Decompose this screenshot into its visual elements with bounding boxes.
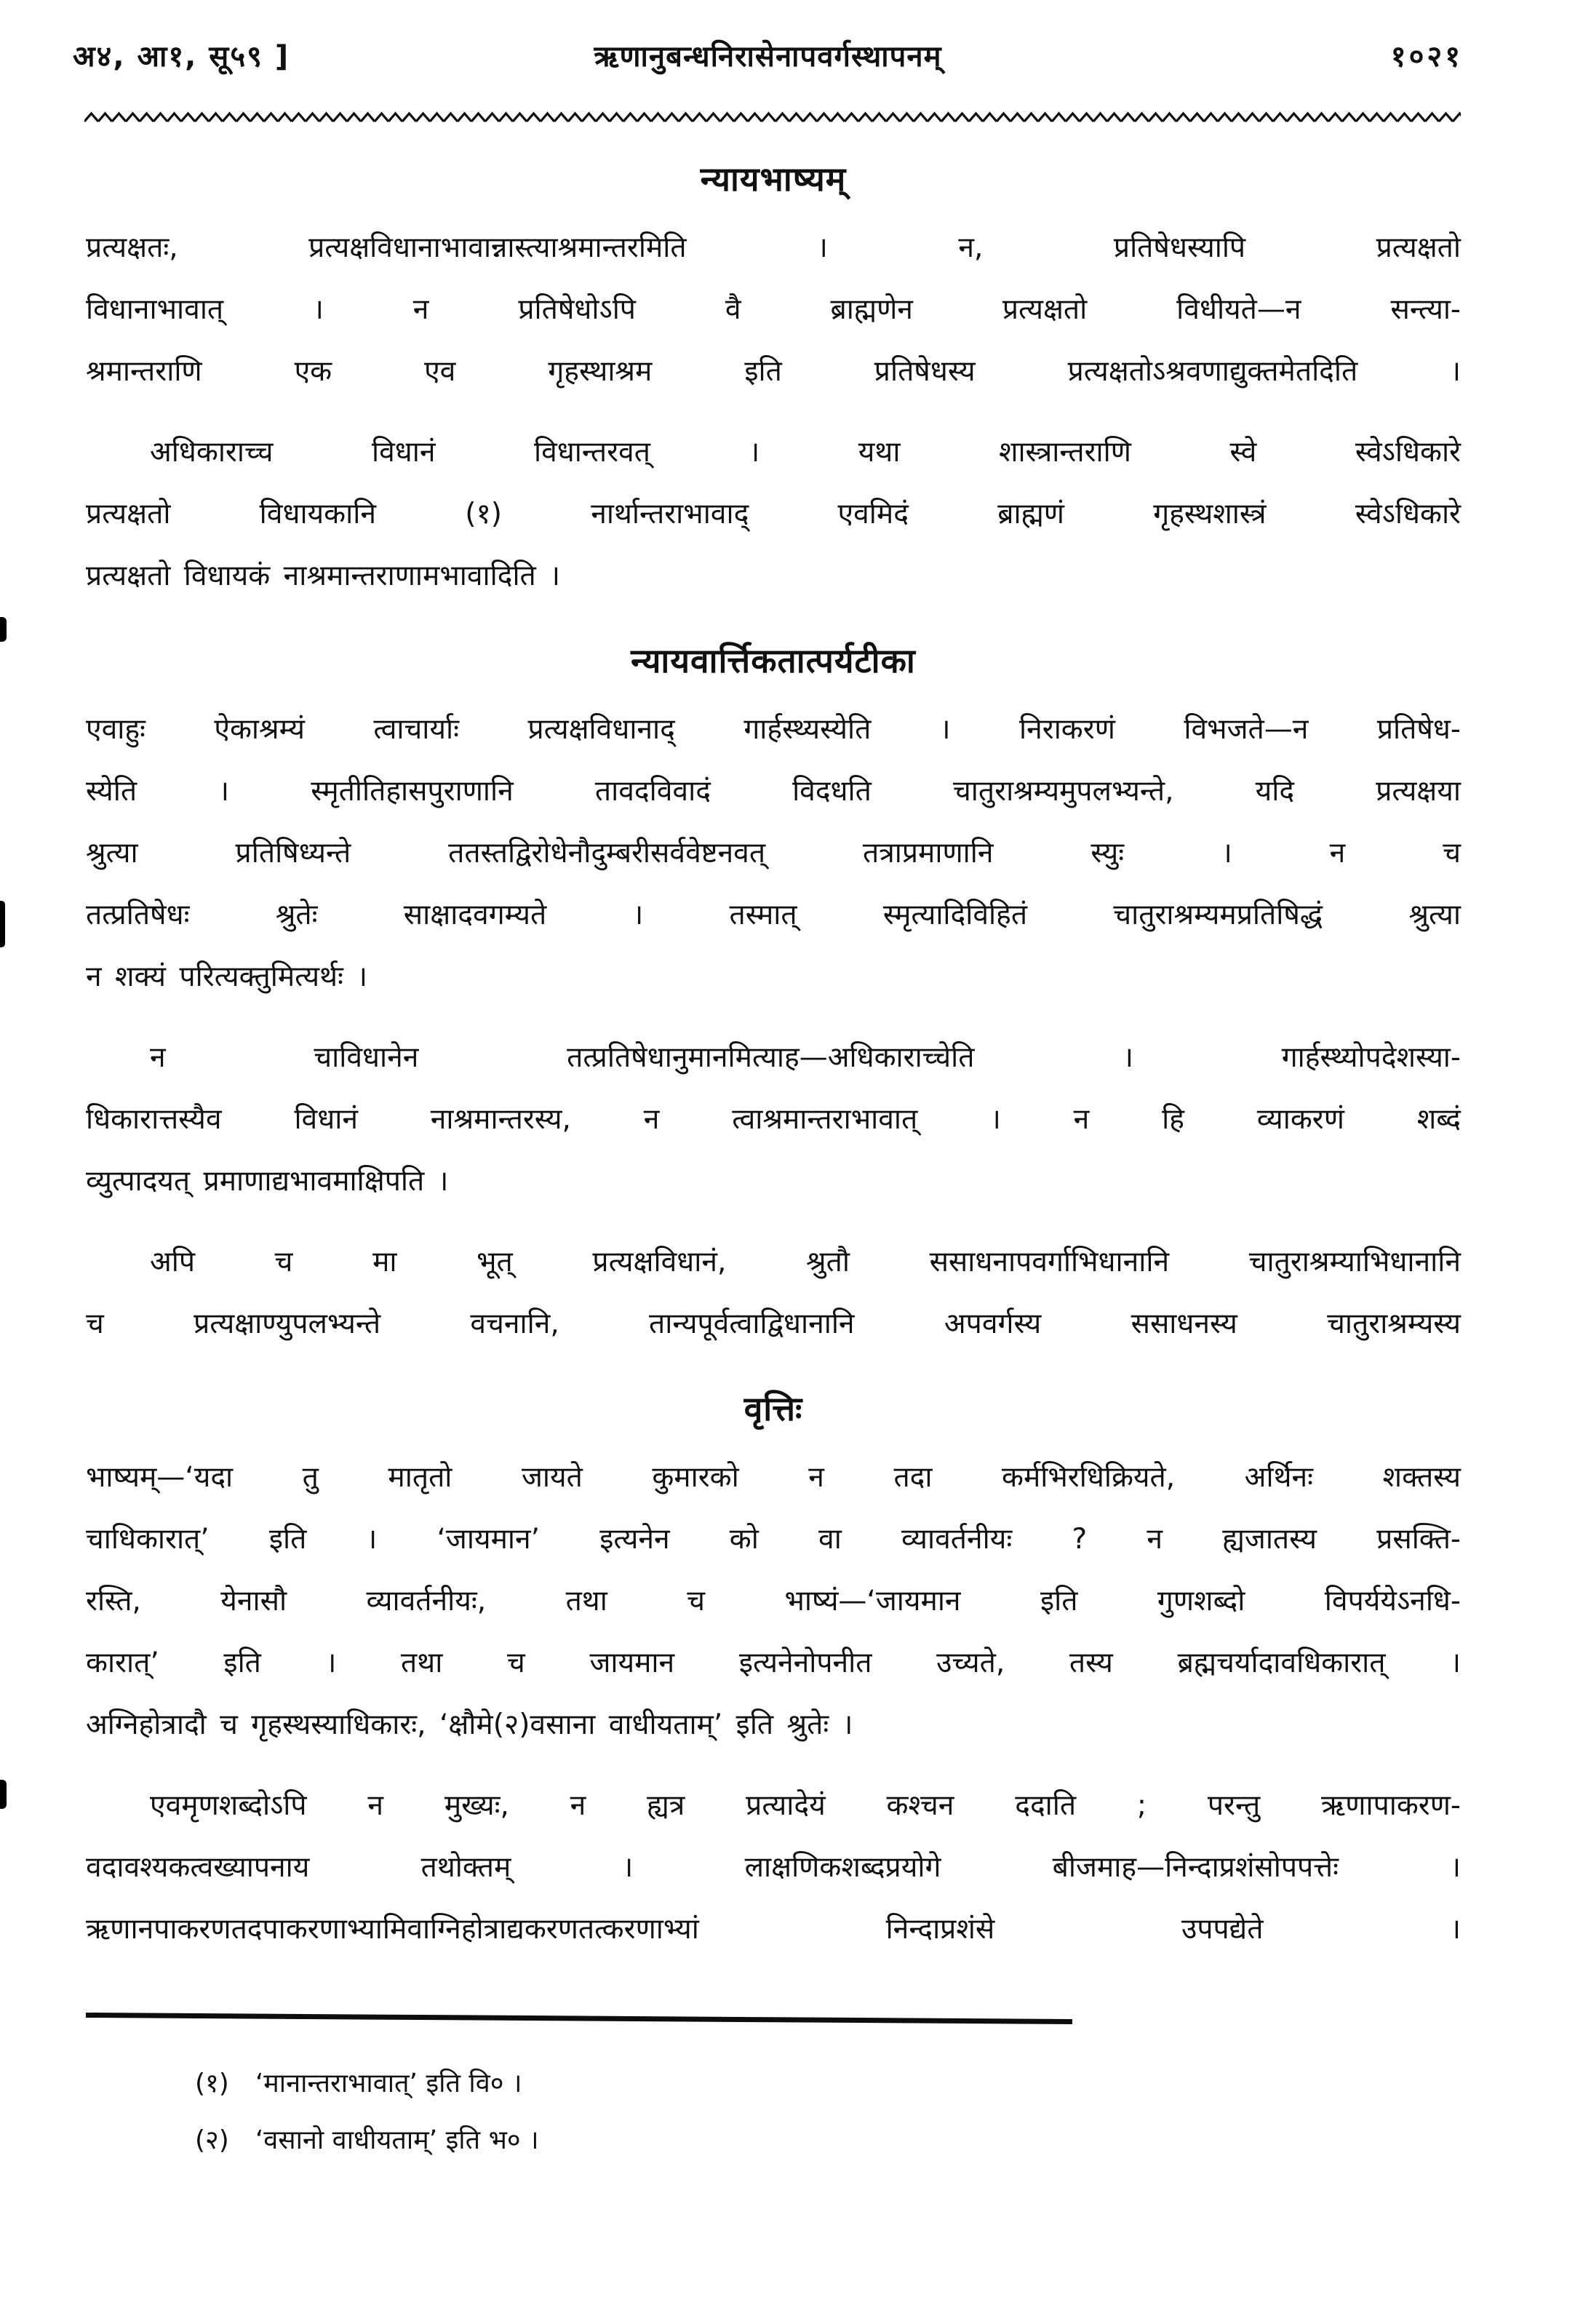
text-line: अपि च मा भूत् प्रत्यक्षविधानं, श्रुतौ ससाधनापवर्गाभिधानानि चातुराश्रम्याभिधानानि [150, 1246, 1461, 1278]
footnote-item [195, 2112, 1583, 2169]
paragraph [86, 1446, 1461, 1756]
text-line: स्येति । स्मृतीतिहासपुराणानि तावदविवादं विदधति चातुराश्रम्यमुपलभ्यन्ते, यदि प्रत्यक्षया [86, 775, 1461, 808]
footnote-text: ‘मानान्तराभावात्’ इति वि० । [255, 2069, 522, 2098]
footnote-item [195, 2056, 1583, 2112]
text-line: न चाविधानेन तत्प्रतिषेधानुमानमित्याह—अधिकाराच्चेति । गार्हस्थ्योपदेशस्या- [150, 1041, 1461, 1074]
text-line: ऋणानपाकरणतदपाकरणाभ्यामिवाग्निहोत्राद्यकरणतत्करणाभ्यां निन्दाप्रशंसे उपपद्येते । [86, 1913, 1461, 1946]
paragraph [86, 1231, 1461, 1355]
text-line: तत्प्रतिषेधः श्रुतेः साक्षादवगम्यते । तस्मात् स्मृत्यादिविहितं चातुराश्रम्यमप्रतिषिद्धं श्रुत्या [86, 899, 1461, 931]
section-heading-tatparyatika: न्यायवार्त्तिकतात्पर्यटीका [631, 641, 916, 680]
text-line: रस्ति, येनासौ व्यावर्तनीयः, तथा च भाष्यं—‘जायमान इति गुणशब्दो विपर्ययेऽनधि- [86, 1585, 1461, 1617]
text-line: च प्रत्यक्षाण्युपलभ्यन्ते वचनानि, तान्यपूर्वत्वाद्विधानानि अपवर्गस्य ससाधनस्य चातुराश्रम्यस्य [86, 1308, 1461, 1340]
paragraph [86, 421, 1461, 607]
footnote-rule [86, 2013, 1072, 2024]
text-line: धिकारात्तस्यैव विधानं नाश्रमान्तरस्य, न त्वाश्रमान्तराभावात् । न हि व्याकरणं शब्दं [86, 1103, 1461, 1136]
scan-artifact [0, 901, 5, 947]
text-line: कारात्’ इति । तथा च जायमान इत्यनेनोपनीत उच्यते, तस्य ब्रह्मचर्यादावधिकारात् । [86, 1647, 1461, 1679]
text-line: न शक्यं परित्यक्तुमित्यर्थः । [86, 960, 368, 993]
section-heading-vritti: वृत्तिः [743, 1389, 803, 1428]
paragraph [86, 699, 1461, 1008]
text-line: एवमृणशब्दोऽपि न मुख्यः, न ह्यत्र प्रत्यादेयं कश्चन ददाति ; परन्तु ऋणापाकरण- [150, 1789, 1461, 1822]
zigzag-divider [84, 111, 1461, 125]
header-adhyaya-ref: अ४, आ१, सू५९ ] [73, 40, 290, 73]
footnote-marker: (१) [195, 2069, 229, 2098]
text-line: प्रत्यक्षतो विधायकं नाश्रमान्तराणामभावादिति । [86, 560, 560, 592]
text-line: विधानाभावात् । न प्रतिषेधोऽपि वै ब्राह्मणेन प्रत्यक्षतो विधीयते—न सन्त्या- [86, 293, 1461, 326]
footnote-text: ‘वसानो वाधीयताम्’ इति भ० । [255, 2125, 539, 2155]
text-line: प्रत्यक्षतो विधायकानि (१) नार्थान्तराभावाद् एवमिदं ब्राह्मणं गृहस्थशास्त्रं स्वेऽधिकारे [86, 498, 1461, 530]
text-block [86, 156, 1461, 1960]
paragraph [86, 217, 1461, 402]
scan-artifact [0, 617, 7, 642]
paragraph [86, 1775, 1461, 1960]
page-number: १०२१ [1390, 40, 1463, 73]
text-line: वदावश्यकत्वख्यापनाय तथोक्तम् । लाक्षणिकशब्दप्रयोगे बीजमाह—निन्दाप्रशंसोपपत्तेः । [86, 1851, 1461, 1884]
text-line: भाष्यम्—‘यदा तु मातृतो जायते कुमारको न तदा कर्मभिरधिक्रियते, अर्थिनः शक्तस्य [86, 1461, 1461, 1494]
text-line: चाधिकारात्’ इति । ‘जायमान’ इत्यनेन को वा व्यावर्तनीयः ? न ह्यजातस्य प्रसक्ति- [86, 1523, 1461, 1556]
text-line: अग्निहोत्रादौ च गृहस्थस्याधिकारः, ‘क्षौमे(२)वसाना वाधीयताम्’ इति श्रुतेः । [86, 1708, 853, 1741]
text-line: व्युत्पादयत् प्रमाणाद्यभावमाक्षिपति । [86, 1165, 449, 1198]
scan-artifact [0, 1780, 7, 1809]
page-header [0, 35, 1583, 90]
text-line: श्रमान्तराणि एक एव गृहस्थाश्रम इति प्रतिषेधस्य प्रत्यक्षतोऽश्रवणाद्युक्तमेतदिति । [86, 355, 1461, 388]
paragraph [86, 1027, 1461, 1212]
text-line: श्रुत्या प्रतिषिध्यन्ते ततस्तद्विरोधेनौदुम्बरीसर्ववेष्टनवत् तत्राप्रमाणानि स्युः । न च [86, 837, 1461, 869]
section-heading-nyayabhashyam: न्यायभाष्यम् [700, 159, 847, 199]
footnote-marker: (२) [195, 2125, 229, 2155]
header-chapter-title: ऋणानुबन्धनिरासेनापवर्गस्थापनम् [594, 40, 942, 73]
text-line: एवाहुः ऐकाश्रम्यं त्वाचार्याः प्रत्यक्षविधानाद् गार्हस्थ्यस्येति । निराकरणं विभजते—न प्रतिषेध- [86, 713, 1461, 746]
text-line: प्रत्यक्षतः, प्रत्यक्षविधानाभावान्नास्त्याश्रमान्तरमिति । न, प्रतिषेधस्यापि प्रत्यक्षतो [86, 231, 1461, 264]
footnotes [195, 2056, 1583, 2169]
text-line: अधिकाराच्च विधानं विधान्तरवत् । यथा शास्त्रान्तराणि स्वे स्वेऽधिकारे [150, 436, 1461, 469]
